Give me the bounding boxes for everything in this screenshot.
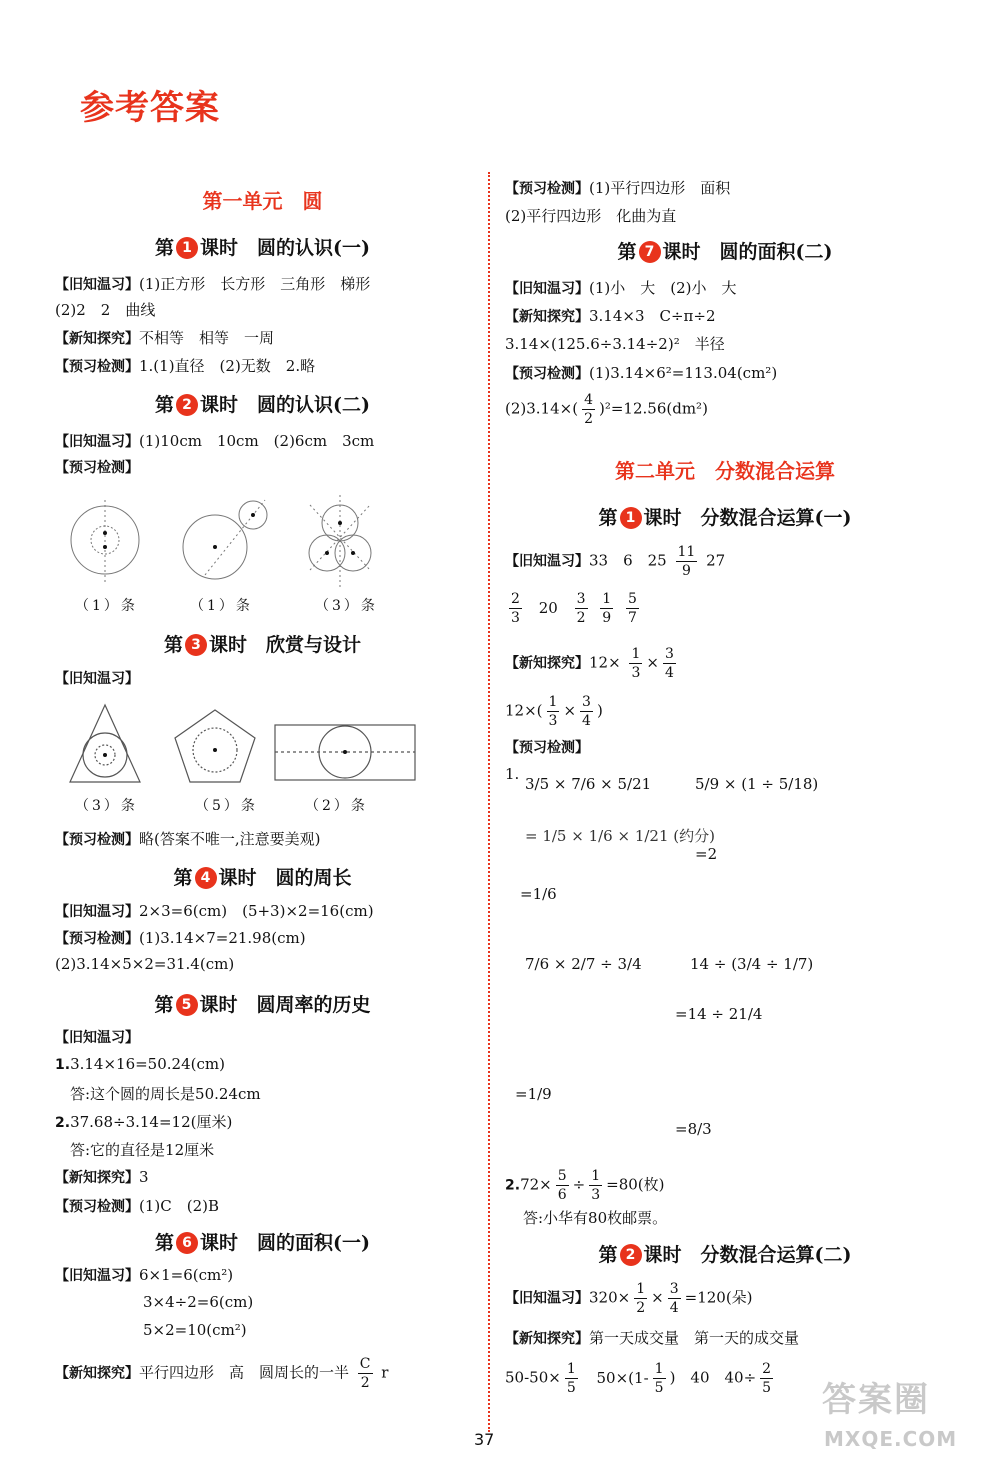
answer-line: (2)3.14×( $\frac{4}{2}$ )²=12.56(dm²): [505, 392, 708, 427]
answer-line: 【新知探究】不相等 相等 一周: [55, 329, 275, 347]
figure-caption: （3）条: [75, 798, 138, 814]
answer-line: $\frac{2}{3}$ 20 $\frac{3}{2}$ $\frac{1}{9}$ $\frac{5}{7}$: [511, 591, 637, 626]
answer-line: 【新知探究】3: [55, 1168, 149, 1186]
symmetry-circles-figure: [65, 495, 465, 595]
answer-line: 【旧知温习】6×1=6(cm²): [55, 1266, 234, 1284]
answer-line: (2)平行四边形 化曲为直: [505, 207, 677, 225]
answer-line: 答:这个圆的周长是50.24cm: [55, 1085, 261, 1103]
exercise-1d: 14 ÷ (3/4 ÷ 1/7): [690, 955, 814, 973]
answer-line: 12×( $\frac{1}{3}$ × $\frac{3}{4}$ ): [505, 694, 603, 729]
fraction: $\frac{11}{9}$: [677, 544, 696, 579]
answer-line: 【预习检测】(1)平行四边形 面积: [505, 179, 731, 197]
lesson-heading: 第 3 课时 欣赏与设计: [163, 634, 362, 656]
answer-line: 答:它的直径是12厘米: [55, 1141, 215, 1159]
figure-caption: （1）条: [190, 598, 253, 614]
figure-caption: （1）条: [75, 598, 138, 614]
answer-line: 【预习检测】(1)C (2)B: [55, 1197, 219, 1215]
answer-line: 50-50× $\frac{1}{5}$ 50×(1- $\frac{1}{5}$ ) 40 40÷ $\frac{2}{5}$: [505, 1361, 772, 1396]
lesson-number-badge: 1: [620, 507, 642, 529]
answer-line: 【旧知温习】(1)小 大 (2)小 大: [505, 279, 737, 297]
lesson-heading: 第 2 课时 圆的认识(二): [155, 394, 370, 416]
answer-line: 【旧知温习】2×3=6(cm) (5+3)×2=16(cm): [55, 902, 374, 920]
answer-line: 【旧知温习】320× $\frac{1}{2}$ × $\frac{3}{4}$ =120(朵): [505, 1281, 753, 1316]
lesson-number-badge: 5: [176, 994, 198, 1016]
lesson-heading: 第 1 课时 分数混合运算(一): [598, 507, 852, 529]
answer-line: 【预习检测】略(答案不唯一,注意要美观): [55, 830, 321, 848]
answer-line: 【预习检测】: [505, 740, 589, 756]
figure-caption: （3）条: [315, 598, 378, 614]
unit-heading: 第一单元 圆: [202, 189, 323, 213]
figure-caption: （5）条: [195, 798, 258, 814]
lesson-number-badge: 2: [620, 1244, 642, 1266]
answer-line: 5×2=10(cm²): [143, 1321, 247, 1339]
answer-line: 【新知探究】平行四边形 高 圆周长的一半 $\frac{C}{2}$ r: [55, 1356, 389, 1391]
answer-line: 【旧知温习】(1)10cm 10cm (2)6cm 3cm: [55, 432, 375, 450]
answer-line: 3×4÷2=6(cm): [143, 1293, 254, 1311]
answer-line: 1.3.14×16=50.24(cm): [55, 1055, 225, 1073]
page-number: 37: [474, 1430, 495, 1449]
design-figures: [65, 700, 465, 790]
exercise-1c: 7/6 × 2/7 ÷ 3/4: [525, 955, 642, 973]
answer-line: 【旧知温习】: [55, 671, 139, 687]
exercise-1c-result: =1/9: [515, 1085, 552, 1103]
lesson-heading: 第 4 课时 圆的周长: [173, 867, 352, 889]
answer-line: 【预习检测】(1)3.14×7=21.98(cm): [55, 929, 306, 947]
lesson-heading: 第 2 课时 分数混合运算(二): [598, 1244, 852, 1266]
figure-caption: （2）条: [305, 798, 368, 814]
answer-line: 【预习检测】(1)3.14×6²=113.04(cm²): [505, 364, 778, 382]
lesson-number-badge: 3: [185, 634, 207, 656]
lesson-number-badge: 2: [176, 394, 198, 416]
exercise-1a: 3/5 × 7/6 × 5/21: [525, 775, 652, 793]
exercise-2: 2.72× $\frac{5}{6}$ ÷ $\frac{1}{3}$ =80(枚): [505, 1168, 665, 1203]
answer-line: 2.37.68÷3.14=12(厘米): [55, 1113, 233, 1131]
unit-heading: 第二单元 分数混合运算: [615, 459, 835, 483]
watermark-logo: 答案圈 MXQE.COM: [822, 1380, 958, 1451]
answer-line: 【旧知温习】33 6 25 $\frac{11}{9}$ 27: [505, 544, 726, 579]
answer-line: 【新知探究】第一天成交量 第一天的成交量: [505, 1329, 800, 1347]
exercise-1-label: 1.: [505, 765, 520, 783]
exercise-1b-result: =2: [695, 845, 718, 863]
answer-line: 【预习检测】: [55, 460, 139, 476]
exercise-1d-step: =14 ÷ 21/4: [675, 1005, 763, 1023]
lesson-number-badge: 6: [176, 1232, 198, 1254]
column-divider: [488, 172, 490, 1432]
answer-line: (2)3.14×5×2=31.4(cm): [55, 955, 235, 973]
answer-line: 【旧知温习】(1)正方形 长方形 三角形 梯形: [55, 275, 371, 293]
answer-line: 【旧知温习】: [55, 1030, 139, 1046]
answer-line: 【新知探究】12× $\frac{1}{3}$ × $\frac{3}{4}$: [505, 646, 674, 681]
lesson-number-badge: 7: [639, 241, 661, 263]
exercise-1d-result: =8/3: [675, 1120, 712, 1138]
lesson-heading: 第 5 课时 圆周率的历史: [154, 994, 371, 1016]
lesson-heading: 第 7 课时 圆的面积(二): [617, 241, 833, 263]
lesson-heading: 第 1 课时 圆的认识(一): [155, 237, 370, 259]
exercise-1a-result: =1/6: [520, 885, 557, 903]
fraction: $\frac{C}{2}$: [359, 1356, 371, 1391]
exercise-1a-step: = 1/5 × 1/6 × 1/21 (约分): [525, 827, 715, 845]
fraction: $\frac{4}{2}$: [584, 392, 593, 427]
lesson-heading: 第 6 课时 圆的面积(一): [155, 1232, 370, 1254]
page-title: 参考答案: [80, 88, 220, 128]
answer-line: (2)2 2 曲线: [55, 301, 156, 319]
answer-line: 【新知探究】3.14×3 C÷π÷2: [505, 307, 716, 325]
exercise-1b: 5/9 × (1 ÷ 5/18): [695, 775, 819, 793]
lesson-number-badge: 4: [195, 867, 217, 889]
exercise-2-answer: 答:小华有80枚邮票。: [523, 1209, 668, 1227]
answer-line: 【预习检测】1.(1)直径 (2)无数 2.略: [55, 357, 316, 375]
lesson-number-badge: 1: [176, 237, 198, 259]
answer-line: 3.14×(125.6÷3.14÷2)² 半径: [505, 335, 725, 353]
